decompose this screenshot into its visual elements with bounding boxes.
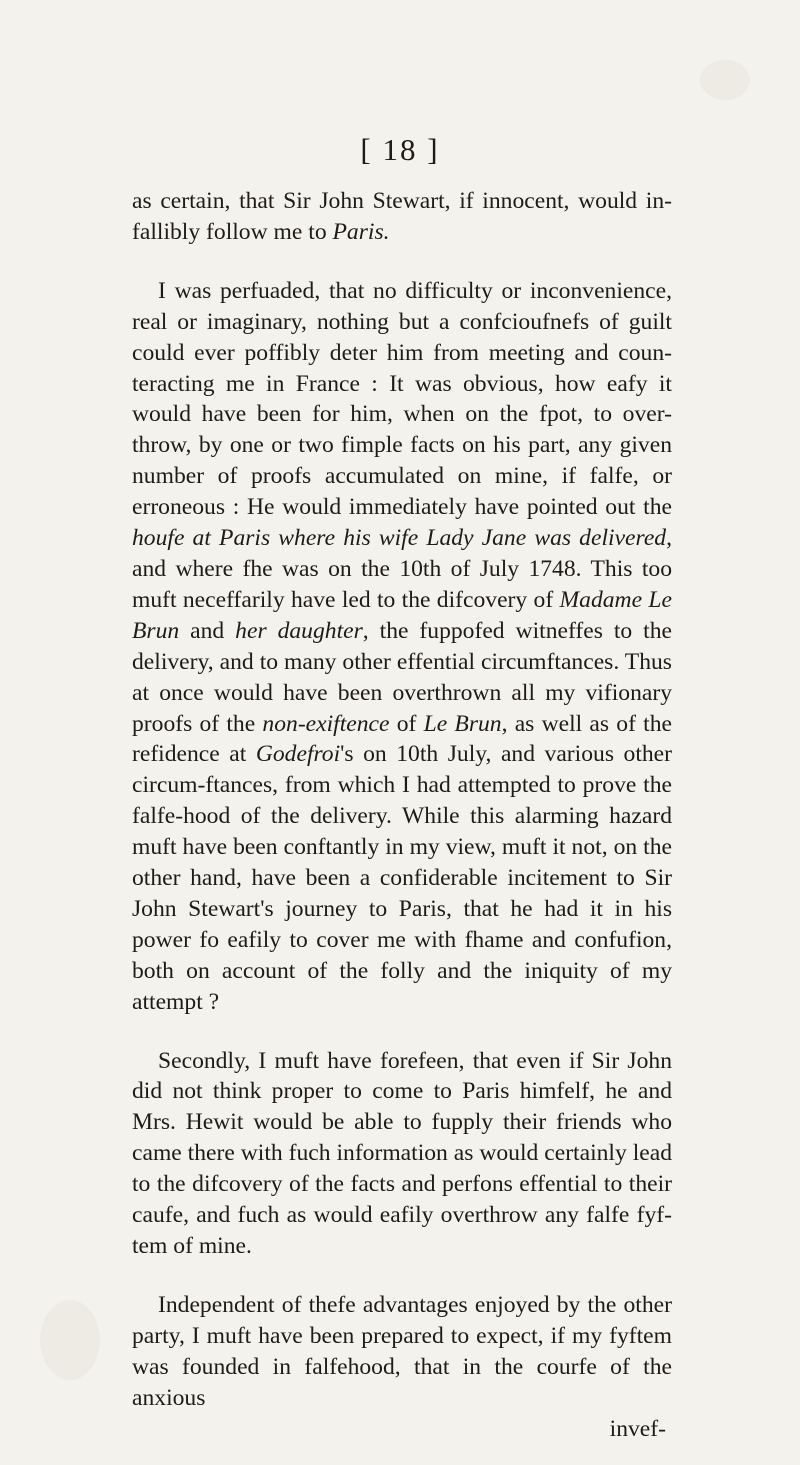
italic-text: Godefroi <box>255 741 341 768</box>
text-run: as certain, that Sir John Stewart, if innocent, would in-fallibly follow me to <box>132 188 672 245</box>
text-run: and <box>179 617 236 644</box>
paragraph <box>132 276 672 1018</box>
italic-text: non-exiftence <box>262 710 390 737</box>
text-run: , and where fhe was on the 10th of July 1748. This too muft neceffarily have led to the difcovery of <box>132 525 672 613</box>
page-body <box>132 186 672 1444</box>
italic-text: Paris. <box>332 218 390 245</box>
text-run: 's on 10th July, and various other circum-ftances, from which I had attempted to prove the falfe-hood of the delivery. While this alarming hazard muft have been conftantly in my view, muft it not, on the other hand, have been a confiderable incitement to Sir John Stewart's journey to Paris, that he had it in his power fo eafily to cover me with fhame and confufion, both on account of the folly and the iniquity of my attempt ? <box>132 741 673 1015</box>
italic-text: Madame Le Brun <box>132 586 672 644</box>
paragraph <box>132 1046 672 1262</box>
text-run: , as well as of the refidence at <box>132 710 672 768</box>
text-run: Secondly, I muft have forefeen, that even if Sir John did not think proper to come to Paris himfelf, he and Mrs. Hewit would be able to fupply their friends who came there with fuch information as would certainly lead to the difcovery of the facts and perfons effential to their caufe, and fuch as would eafily overthrow any falfe fyf-tem of mine. <box>132 1047 672 1259</box>
paragraph <box>132 186 672 248</box>
text-run: of <box>389 710 424 737</box>
catchword: invef- <box>609 1415 666 1442</box>
text-run: I was perfuaded, that no difficulty or inconvenience, real or imaginary, nothing but a confcioufnefs of guilt could ever poffibly deter him from meeting and coun-teracting me in France : It was obvious, how eafy it would have been for him, when on the fpot, to over-throw, by one or two fimple facts on his part, any given number of proofs accumulated on mine, if falfe, or erroneous : He would immediately have pointed out the <box>132 277 672 521</box>
text-run: , the fuppofed witneffes to the delivery, and to many other effential circumftances. Thus at once would have been overthrown all my vifionary proofs of the <box>132 617 672 737</box>
italic-text: her daughter <box>235 617 363 644</box>
paper-stain <box>700 60 750 100</box>
paragraph <box>132 1290 672 1414</box>
paper-stain <box>40 1300 100 1380</box>
text-run: Independent of thefe advantages enjoyed by the other party, I muft have been prepared to expect, if my fyftem was founded in falfehood, that in the courfe of the anxious <box>132 1291 672 1411</box>
page-number-header: [ 18 ] <box>360 132 440 167</box>
italic-text: Le Brun <box>423 710 502 737</box>
italic-text: houfe at Paris where his wife Lady Jane was delivered <box>132 525 667 552</box>
